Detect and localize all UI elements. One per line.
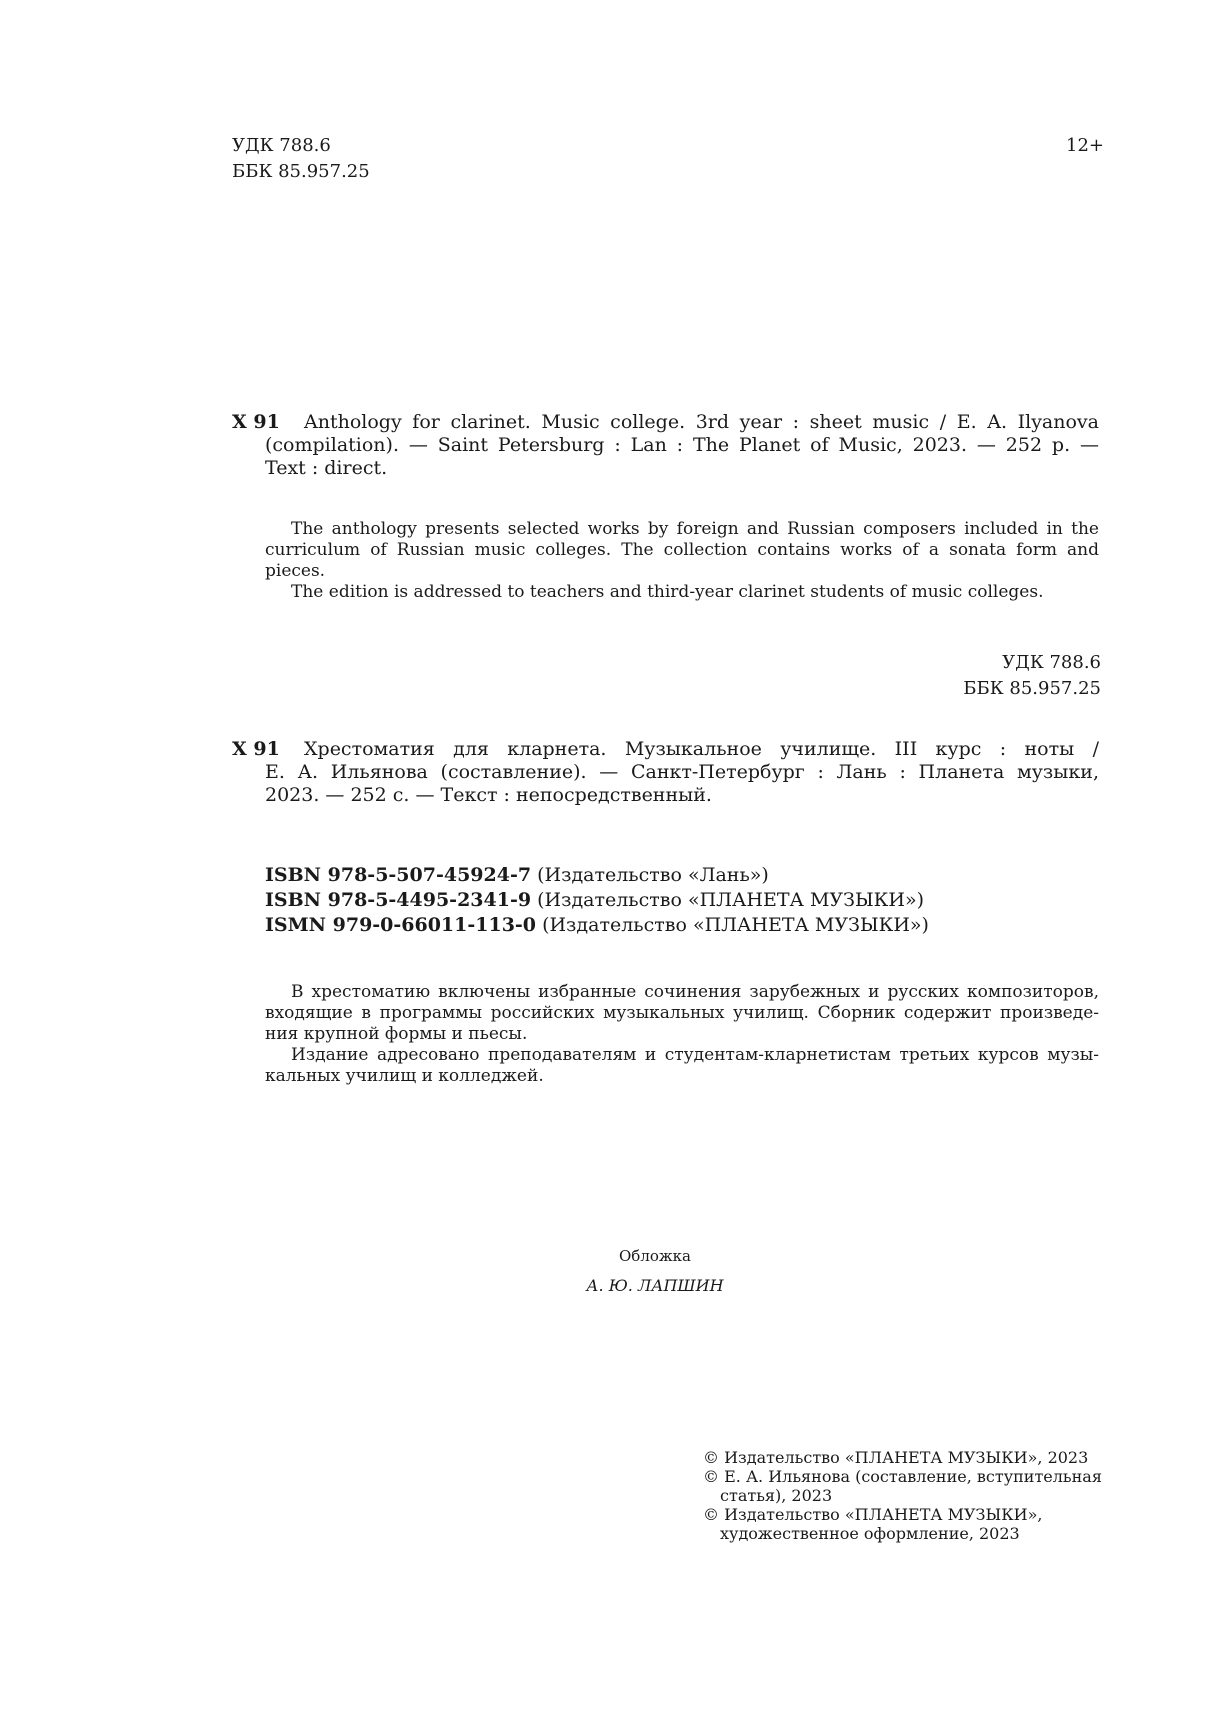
annotation-en-line: curriculum of Russian music colleges. The collection contains works of a sonata form and: [265, 540, 1099, 560]
copyright-line: художественное оформление, 2023: [720, 1524, 1020, 1543]
ismn-number: ISMN 979-0-66011-113-0: [265, 914, 537, 936]
entry-en-line: Text : direct.: [265, 457, 388, 479]
annotation-ru-line: Издание адресовано преподавателям и студентам-кларнетистам третьих курсов музы-: [291, 1045, 1099, 1065]
entry-en-line: (compilation). — Saint Petersburg : Lan : The Planet of Music, 2023. — 252 p. —: [265, 434, 1099, 456]
isbn-row: [265, 863, 929, 888]
annotation-en-line: The anthology presents selected works by foreign and Russian composers included in the: [291, 519, 1099, 539]
bibliographic-entry-en: [265, 411, 1099, 480]
entry-ru-line: Хрестоматия для кларнета. Музыкальное училище. III курс : ноты /: [304, 738, 1099, 760]
isbn-number: ISBN 978-5-507-45924-7: [265, 864, 532, 886]
entry-ru-line: Е. А. Ильянова (составление). — Санкт-Петербург : Лань : Планета музыки,: [265, 761, 1099, 783]
copyright-line: статья), 2023: [720, 1486, 833, 1505]
bbk-code: ББК 85.957.25: [232, 161, 370, 182]
isbn-block: [265, 863, 929, 938]
top-classification: [232, 133, 370, 185]
udk-code: УДК 788.6: [232, 135, 331, 156]
author-mark-ru: Х 91: [232, 738, 280, 760]
bibliographic-entry-ru: [265, 738, 1099, 807]
bbk-code: ББК 85.957.25: [963, 678, 1101, 699]
isbn-row: [265, 888, 929, 913]
annotation-en-line: pieces.: [265, 561, 326, 581]
annotation-ru-line: кальных училищ и колледжей.: [265, 1066, 544, 1086]
classification-right: [963, 650, 1101, 702]
annotation-ru-line: ния крупной формы и пьесы.: [265, 1024, 528, 1044]
isbn-publisher: (Издательство «ПЛАНЕТА МУЗЫКИ»): [537, 889, 924, 911]
isbn-number: ISBN 978-5-4495-2341-9: [265, 889, 532, 911]
entry-ru-line: 2023. — 252 с. — Текст : непосредственный.: [265, 784, 712, 806]
annotation-ru-line: входящие в программы российских музыкальных училищ. Сборник содержит произведе-: [265, 1003, 1099, 1023]
annotation-en: [265, 519, 1099, 603]
annotation-ru-line: В хрестоматию включены избранные сочинения зарубежных и русских композиторов,: [291, 982, 1099, 1002]
entry-en-line: Anthology for clarinet. Music college. 3rd year : sheet music / E. A. Ilyanova: [304, 411, 1099, 433]
cover-credit: [555, 1242, 755, 1300]
copyright-line: © Издательство «ПЛАНЕТА МУЗЫКИ», 2023: [703, 1448, 1089, 1467]
cover-label: Обложка: [618, 1247, 691, 1265]
annotation-ru: [265, 982, 1099, 1087]
isbn-publisher: (Издательство «ПЛАНЕТА МУЗЫКИ»): [542, 914, 929, 936]
age-rating: 12+: [1066, 135, 1104, 156]
udk-code: УДК 788.6: [1002, 652, 1101, 673]
author-mark-en: Х 91: [232, 411, 280, 433]
isbn-row: [265, 913, 929, 938]
copyright-line: © Издательство «ПЛАНЕТА МУЗЫКИ»,: [703, 1505, 1043, 1524]
copyright-block: [703, 1448, 1102, 1543]
cover-artist: А. Ю. ЛАПШИН: [586, 1276, 724, 1295]
isbn-publisher: (Издательство «Лань»): [537, 864, 769, 886]
copyright-line: © Е. А. Ильянова (составление, вступительная: [703, 1467, 1102, 1486]
annotation-en-line: The edition is addressed to teachers and third-year clarinet students of music colleges.: [291, 582, 1044, 602]
